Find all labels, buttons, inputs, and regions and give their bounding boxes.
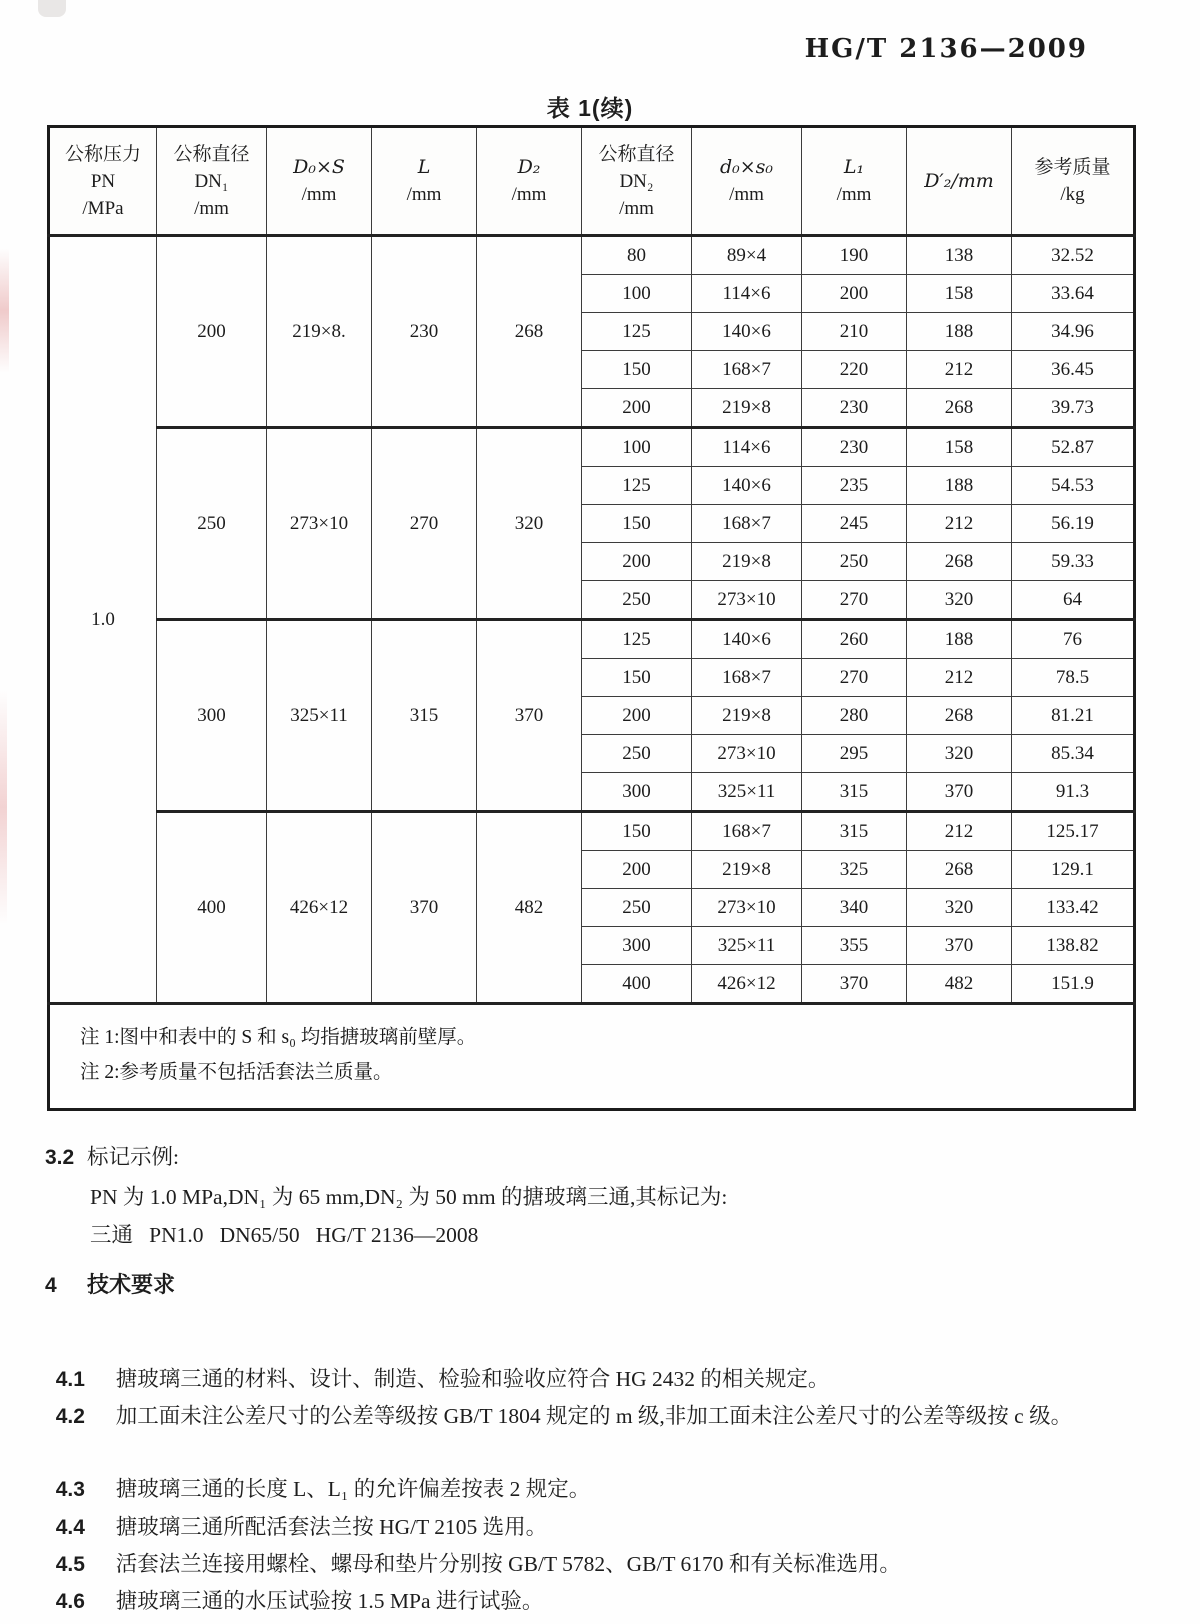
- l-cell: 315: [372, 620, 477, 812]
- l1-cell: 220: [802, 351, 907, 389]
- dimension-table: [47, 125, 1136, 1111]
- dn2-cell: 300: [582, 927, 692, 965]
- l1-cell: 295: [802, 735, 907, 773]
- dn2-cell: 150: [582, 351, 692, 389]
- note-2: 注 2:参考质量不包括活套法兰质量。: [80, 1062, 393, 1083]
- table-notes: [49, 1004, 1135, 1110]
- table-header: [49, 127, 1135, 236]
- l1-cell: 270: [802, 659, 907, 697]
- col-header-dn2: [582, 127, 692, 236]
- col-header-l: [372, 127, 477, 236]
- document-number: HG/T 2136—2009: [804, 34, 1088, 64]
- d2-prime-cell: 370: [907, 773, 1012, 812]
- dn2-cell: 200: [582, 697, 692, 735]
- dn2-cell: 300: [582, 773, 692, 812]
- d0xs0-cell: 273×10: [692, 581, 802, 620]
- header-line: 公称压力: [64, 143, 141, 165]
- header-line: d₀×s₀: [719, 156, 774, 178]
- d2-prime-cell: 268: [907, 543, 1012, 581]
- d2-prime-cell: 268: [907, 697, 1012, 735]
- header-line: L: [417, 156, 431, 178]
- dn2-cell: 150: [582, 812, 692, 851]
- d0xs0-cell: 114×6: [692, 428, 802, 467]
- d0xs0-cell: 426×12: [692, 965, 802, 1004]
- header-line: /MPa: [82, 197, 124, 219]
- header-line: 参考质量: [1034, 157, 1111, 178]
- notes-row: [49, 1004, 1135, 1110]
- col-header-dn1: [157, 127, 267, 236]
- clause-title: 标记示例:: [87, 1145, 179, 1169]
- d0xs0-cell: 168×7: [692, 659, 802, 697]
- clause-number: 4: [45, 1274, 57, 1297]
- d0xs0-cell: 140×6: [692, 467, 802, 505]
- l1-cell: 230: [802, 389, 907, 428]
- clause-text: 搪玻璃三通的长度 L、L₁ 的允许偏差按表 2 规定。: [115, 1477, 591, 1501]
- dn2-cell: 250: [582, 581, 692, 620]
- d0xs0-cell: 325×11: [692, 773, 802, 812]
- d0xs0-cell: 168×7: [692, 505, 802, 543]
- dn1-cell: 400: [157, 812, 267, 1004]
- d0xs0-cell: 114×6: [692, 275, 802, 313]
- header-line: D₂: [517, 156, 541, 178]
- l1-cell: 315: [802, 812, 907, 851]
- l-cell: 370: [372, 812, 477, 1004]
- d2-cell: 320: [477, 428, 582, 620]
- l1-cell: 315: [802, 773, 907, 812]
- dn2-cell: 150: [582, 505, 692, 543]
- l1-cell: 190: [802, 236, 907, 275]
- mass-cell: 78.5: [1012, 659, 1135, 697]
- note-1: 注 1:图中和表中的 S 和 s₀ 均指搪玻璃前壁厚。: [80, 1027, 477, 1048]
- col-header-d2: [477, 127, 582, 236]
- l1-cell: 200: [802, 275, 907, 313]
- d0xs0-cell: 219×8: [692, 389, 802, 428]
- mass-cell: 76: [1012, 620, 1135, 659]
- header-row: [49, 127, 1135, 236]
- d0xs0-cell: 325×11: [692, 927, 802, 965]
- mass-cell: 39.73: [1012, 389, 1135, 428]
- dn2-cell: 250: [582, 889, 692, 927]
- dn2-cell: 125: [582, 313, 692, 351]
- l1-cell: 230: [802, 428, 907, 467]
- clause-text: 活套法兰连接用螺栓、螺母和垫片分别按 GB/T 5782、GB/T 6170 和有关标准选用。: [115, 1552, 901, 1576]
- mass-cell: 52.87: [1012, 428, 1135, 467]
- header-line: 公称直径: [173, 143, 250, 165]
- l1-cell: 245: [802, 505, 907, 543]
- dn1-cell: 200: [157, 236, 267, 428]
- mark-example-line-1: PN 为 1.0 MPa,DN₁ 为 65 mm,DN₂ 为 50 mm 的搪玻璃三通,其标记为:: [90, 1185, 728, 1209]
- clause-number: 4.6: [55, 1590, 85, 1613]
- l1-cell: 235: [802, 467, 907, 505]
- d2-prime-cell: 212: [907, 505, 1012, 543]
- d2-cell: 370: [477, 620, 582, 812]
- l1-cell: 355: [802, 927, 907, 965]
- d0xs0-cell: 219×8: [692, 851, 802, 889]
- clause-number: 4.4: [55, 1516, 85, 1539]
- clause-text: 搪玻璃三通所配活套法兰按 HG/T 2105 选用。: [115, 1515, 548, 1539]
- dn2-cell: 80: [582, 236, 692, 275]
- l1-cell: 280: [802, 697, 907, 735]
- notes-cell: [49, 1004, 1135, 1110]
- header-line: 公称直径: [598, 143, 675, 165]
- col-header-mass: [1012, 127, 1135, 236]
- l1-cell: 325: [802, 851, 907, 889]
- d2-prime-cell: 212: [907, 659, 1012, 697]
- dn2-cell: 200: [582, 389, 692, 428]
- clause-title: 技术要求: [87, 1272, 176, 1297]
- d2-prime-cell: 158: [907, 275, 1012, 313]
- d2-prime-cell: 158: [907, 428, 1012, 467]
- dn2-cell: 150: [582, 659, 692, 697]
- dn2-cell: 200: [582, 851, 692, 889]
- d2-cell: 482: [477, 812, 582, 1004]
- l1-cell: 370: [802, 965, 907, 1004]
- mass-cell: 138.82: [1012, 927, 1135, 965]
- mass-cell: 64: [1012, 581, 1135, 620]
- mass-cell: 34.96: [1012, 313, 1135, 351]
- dn2-cell: 125: [582, 467, 692, 505]
- col-header-d0xs0: [692, 127, 802, 236]
- clause-text: 搪玻璃三通的材料、设计、制造、检验和验收应符合 HG 2432 的相关规定。: [115, 1367, 830, 1391]
- col-header-d2-prime: [907, 127, 1012, 236]
- scan-pink-smear-top: [0, 248, 9, 373]
- l-cell: 270: [372, 428, 477, 620]
- col-header-d0xs: [267, 127, 372, 236]
- clause-4-6: [45, 1546, 1157, 1620]
- mass-cell: 59.33: [1012, 543, 1135, 581]
- mass-cell: 85.34: [1012, 735, 1135, 773]
- clause-number: 4.3: [55, 1478, 85, 1501]
- clause-4-heading: [45, 1268, 1157, 1299]
- d2-prime-cell: 212: [907, 351, 1012, 389]
- d2-prime-cell: 188: [907, 467, 1012, 505]
- dn2-cell: 100: [582, 275, 692, 313]
- d0xs-cell: 426×12: [267, 812, 372, 1004]
- mark-example-line-2: 三通 PN1.0 DN65/50 HG/T 2136—2008: [90, 1223, 479, 1247]
- header-line: /mm: [511, 184, 547, 205]
- table-row: [49, 620, 1135, 659]
- header-line: PN: [90, 170, 116, 192]
- d0xs0-cell: 219×8: [692, 697, 802, 735]
- d0xs-cell: 219×8.: [267, 236, 372, 428]
- mass-cell: 36.45: [1012, 351, 1135, 389]
- header-line: /mm: [836, 184, 872, 205]
- dn2-cell: 250: [582, 735, 692, 773]
- pn-value-cell: 1.0: [49, 236, 157, 1004]
- d0xs0-cell: 140×6: [692, 313, 802, 351]
- scan-pink-smear-mid: [0, 690, 7, 925]
- l-cell: 230: [372, 236, 477, 428]
- table-row: [49, 428, 1135, 467]
- d0xs0-cell: 89×4: [692, 236, 802, 275]
- mass-cell: 81.21: [1012, 697, 1135, 735]
- d2-prime-cell: 370: [907, 927, 1012, 965]
- dn2-cell: 400: [582, 965, 692, 1004]
- mass-cell: 125.17: [1012, 812, 1135, 851]
- dn1-cell: 300: [157, 620, 267, 812]
- table-row: [49, 812, 1135, 851]
- d2-prime-cell: 138: [907, 236, 1012, 275]
- header-line: D₀×S: [293, 156, 345, 178]
- dn2-cell: 125: [582, 620, 692, 659]
- mass-cell: 151.9: [1012, 965, 1135, 1004]
- col-header-l1: [802, 127, 907, 236]
- d0xs0-cell: 273×10: [692, 889, 802, 927]
- header-line: /mm: [729, 184, 764, 205]
- mass-cell: 129.1: [1012, 851, 1135, 889]
- d2-prime-cell: 188: [907, 313, 1012, 351]
- d0xs-cell: 325×11: [267, 620, 372, 812]
- d0xs0-cell: 273×10: [692, 735, 802, 773]
- clause-text: 搪玻璃三通的水压试验按 1.5 MPa 进行试验。: [115, 1589, 544, 1613]
- header-line: /kg: [1060, 184, 1085, 205]
- d2-prime-cell: 188: [907, 620, 1012, 659]
- clause-3-2-heading: [45, 1140, 1157, 1171]
- dn2-cell: 200: [582, 543, 692, 581]
- d2-prime-cell: 268: [907, 389, 1012, 428]
- d0xs-cell: 273×10: [267, 428, 372, 620]
- mass-cell: 54.53: [1012, 467, 1135, 505]
- d0xs0-cell: 168×7: [692, 351, 802, 389]
- dn2-cell: 100: [582, 428, 692, 467]
- d2-prime-cell: 212: [907, 812, 1012, 851]
- clause-text: 加工面未注公差尺寸的公差等级按 GB/T 1804 规定的 m 级,非加工面未注公差尺寸的公差等级按 c 级。: [115, 1404, 1073, 1428]
- l1-cell: 270: [802, 581, 907, 620]
- mass-cell: 56.19: [1012, 505, 1135, 543]
- mass-cell: 91.3: [1012, 773, 1135, 812]
- clause-4-2: [45, 1361, 1157, 1435]
- header-line: /mm: [406, 184, 442, 205]
- l1-cell: 250: [802, 543, 907, 581]
- table-body: [49, 236, 1135, 1004]
- d2-prime-cell: 482: [907, 965, 1012, 1004]
- d2-prime-cell: 320: [907, 581, 1012, 620]
- header-line: /mm: [194, 197, 229, 219]
- mass-cell: 33.64: [1012, 275, 1135, 313]
- dn1-cell: 250: [157, 428, 267, 620]
- d2-cell: 268: [477, 236, 582, 428]
- l1-cell: 340: [802, 889, 907, 927]
- d0xs0-cell: 168×7: [692, 812, 802, 851]
- mass-cell: 32.52: [1012, 236, 1135, 275]
- l1-cell: 260: [802, 620, 907, 659]
- header-line: DN₁: [194, 170, 229, 192]
- header-line: /mm: [619, 197, 654, 219]
- clause-number: 4.2: [55, 1405, 85, 1428]
- mass-cell: 133.42: [1012, 889, 1135, 927]
- scan-smudge-artifact: [38, 0, 66, 17]
- clause-number: 4.1: [55, 1368, 85, 1391]
- d2-prime-cell: 320: [907, 735, 1012, 773]
- clause-number: 3.2: [45, 1146, 75, 1169]
- table-title: 表 1(续): [546, 95, 634, 121]
- header-line: /mm: [301, 184, 337, 205]
- d0xs0-cell: 140×6: [692, 620, 802, 659]
- header-line: L₁: [843, 156, 865, 178]
- table-row: [49, 236, 1135, 275]
- d0xs0-cell: 219×8: [692, 543, 802, 581]
- col-header-pn: [49, 127, 157, 236]
- l1-cell: 210: [802, 313, 907, 351]
- clause-number: 4.5: [55, 1553, 85, 1576]
- d2-prime-cell: 268: [907, 851, 1012, 889]
- header-line: DN₂: [619, 170, 654, 192]
- d2-prime-cell: 320: [907, 889, 1012, 927]
- header-line: D′₂/mm: [924, 169, 994, 192]
